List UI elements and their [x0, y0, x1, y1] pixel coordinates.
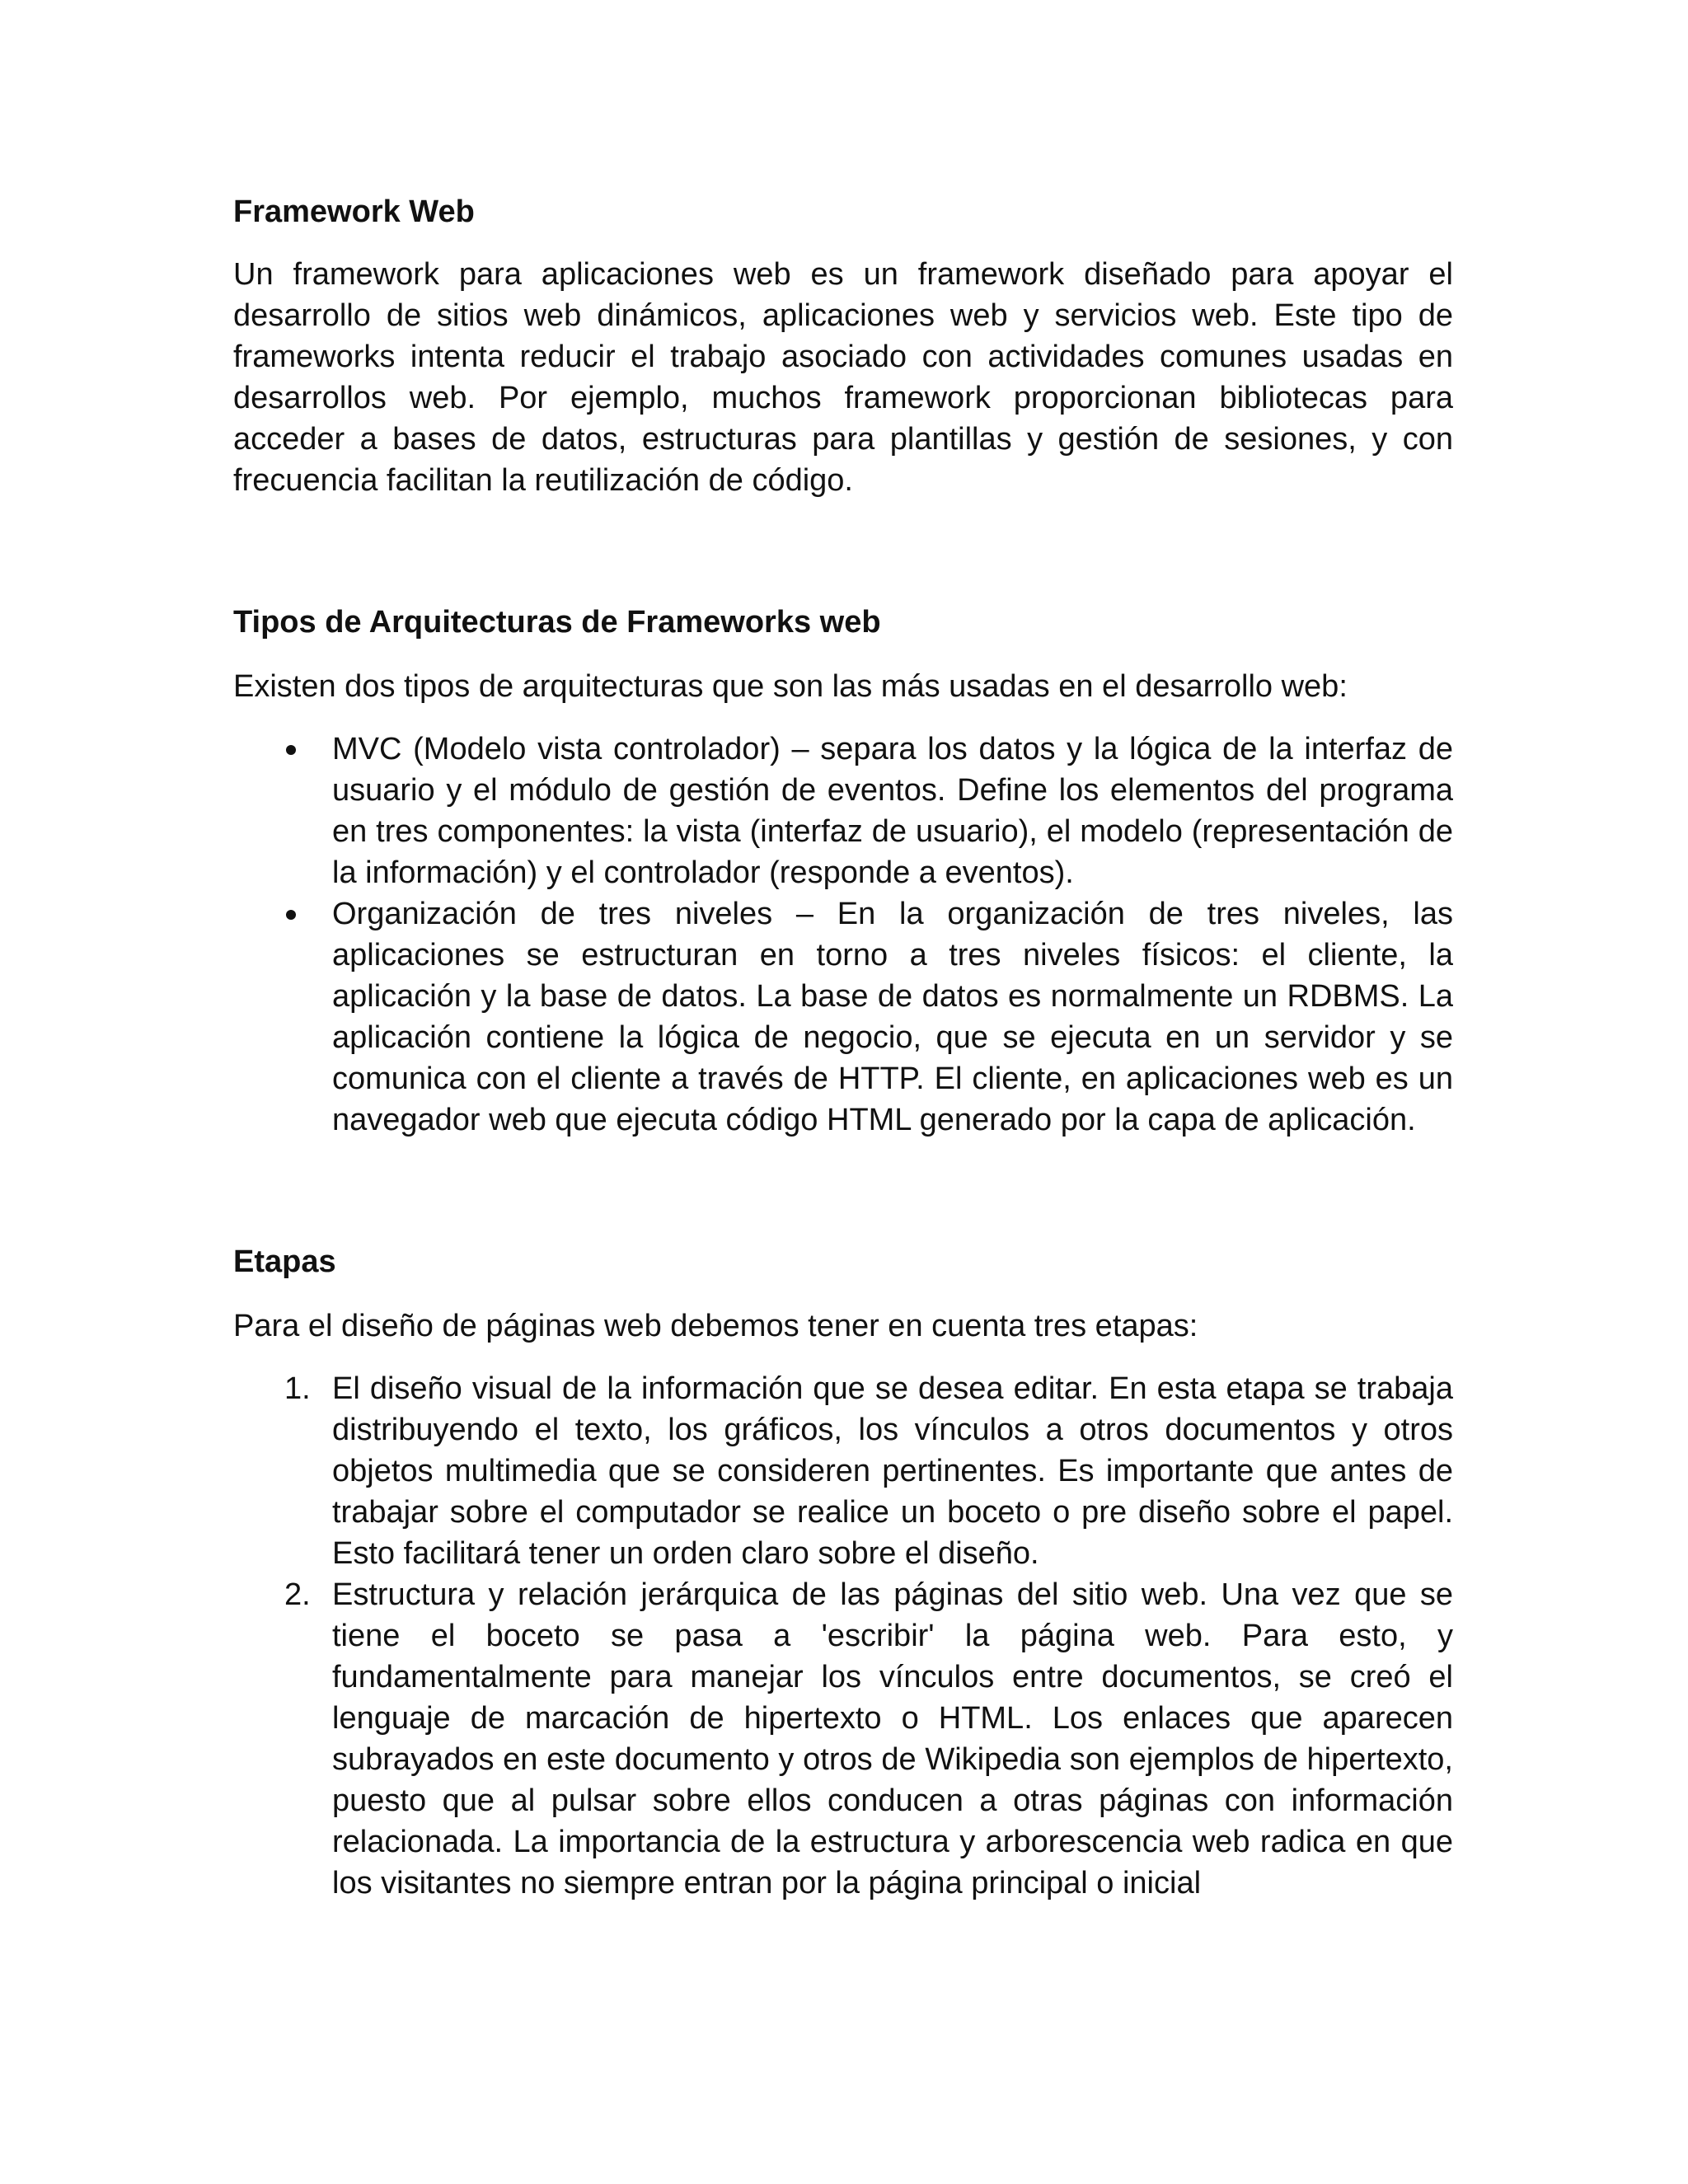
document-page: [233, 191, 1453, 1904]
section-title-arquitecturas: Tipos de Arquitecturas de Frameworks web: [233, 605, 881, 640]
list-item-step-2: [233, 1574, 1453, 1904]
section-title-framework-web: Framework Web: [233, 194, 475, 229]
list-item-text: El diseño visual de la información que se desea editar. En esta etapa se trabaja distribuyendo el texto, los gráficos, los vínculos a otros documentos y otros objetos multimedia que se consideren pertinentes. Es importante que antes de trabajar sobre el computador se realice un boceto o pre diseño sobre el papel. Esto facilitará tener un orden claro sobre el diseño.: [332, 1371, 1453, 1571]
section-intro-arquitecturas: Existen dos tipos de arquitecturas que son las más usadas en el desarrollo web:: [233, 669, 1348, 704]
section-intro-etapas: Para el diseño de páginas web debemos tener en cuenta tres etapas:: [233, 1309, 1198, 1343]
list-item-mvc: [233, 729, 1453, 893]
section-body-framework-web: Un framework para aplicaciones web es un framework diseñado para apoyar el desarrollo de sitios web dinámicos, aplicaciones web y servicios web. Este tipo de frameworks intenta reducir el trabajo asociado con actividades comunes usadas en desarrollos web. Por ejemplo, muchos framework proporcionan bibliotecas para acceder a bases de datos, estructuras para plantillas y gestión de sesiones, y con frecuencia facilitan la reutilización de código.: [233, 257, 1453, 498]
architecture-list: [233, 729, 1453, 1141]
bullet-icon: [286, 910, 296, 920]
list-item-text: MVC (Modelo vista controlador) – separa los datos y la lógica de la interfaz de usuario y el módulo de gestión de eventos. Define los elementos del programa en tres componentes: la vista (interfaz de usuario), el modelo (representación de la información) y el controlador (responde a eventos).: [332, 732, 1453, 890]
list-item-text: Estructura y relación jerárquica de las páginas del sitio web. Una vez que se tiene el boceto se pasa a 'escribir' la página web. Para esto, y fundamentalmente para manejar los vínculos entre documentos, se creó el lenguaje de marcación de hipertexto o HTML. Los enlaces que aparecen subrayados en este documento y otros de Wikipedia son ejemplos de hipertexto, puesto que al pulsar sobre ellos conducen a otras páginas con información relacionada. La importancia de la estructura y arborescencia web radica en que los visitantes no siempre entran por la página principal o inicial: [332, 1577, 1453, 1900]
list-number: 1.: [284, 1371, 311, 1406]
list-item-text: Organización de tres niveles – En la organización de tres niveles, las aplicaciones se estructuran en torno a tres niveles físicos: el cliente, la aplicación y la base de datos. La base de datos es normalmente un RDBMS. La aplicación contiene la lógica de negocio, que se ejecuta en un servidor y se comunica con el cliente a través de HTTP. El cliente, en aplicaciones web es un navegador web que ejecuta código HTML generado por la capa de aplicación.: [332, 897, 1453, 1137]
list-number: 2.: [284, 1577, 311, 1612]
list-item-tres-niveles: [233, 893, 1453, 1141]
stages-list: [233, 1368, 1453, 1904]
bullet-icon: [286, 745, 296, 755]
list-item-step-1: [233, 1368, 1453, 1574]
section-title-etapas: Etapas: [233, 1244, 336, 1279]
